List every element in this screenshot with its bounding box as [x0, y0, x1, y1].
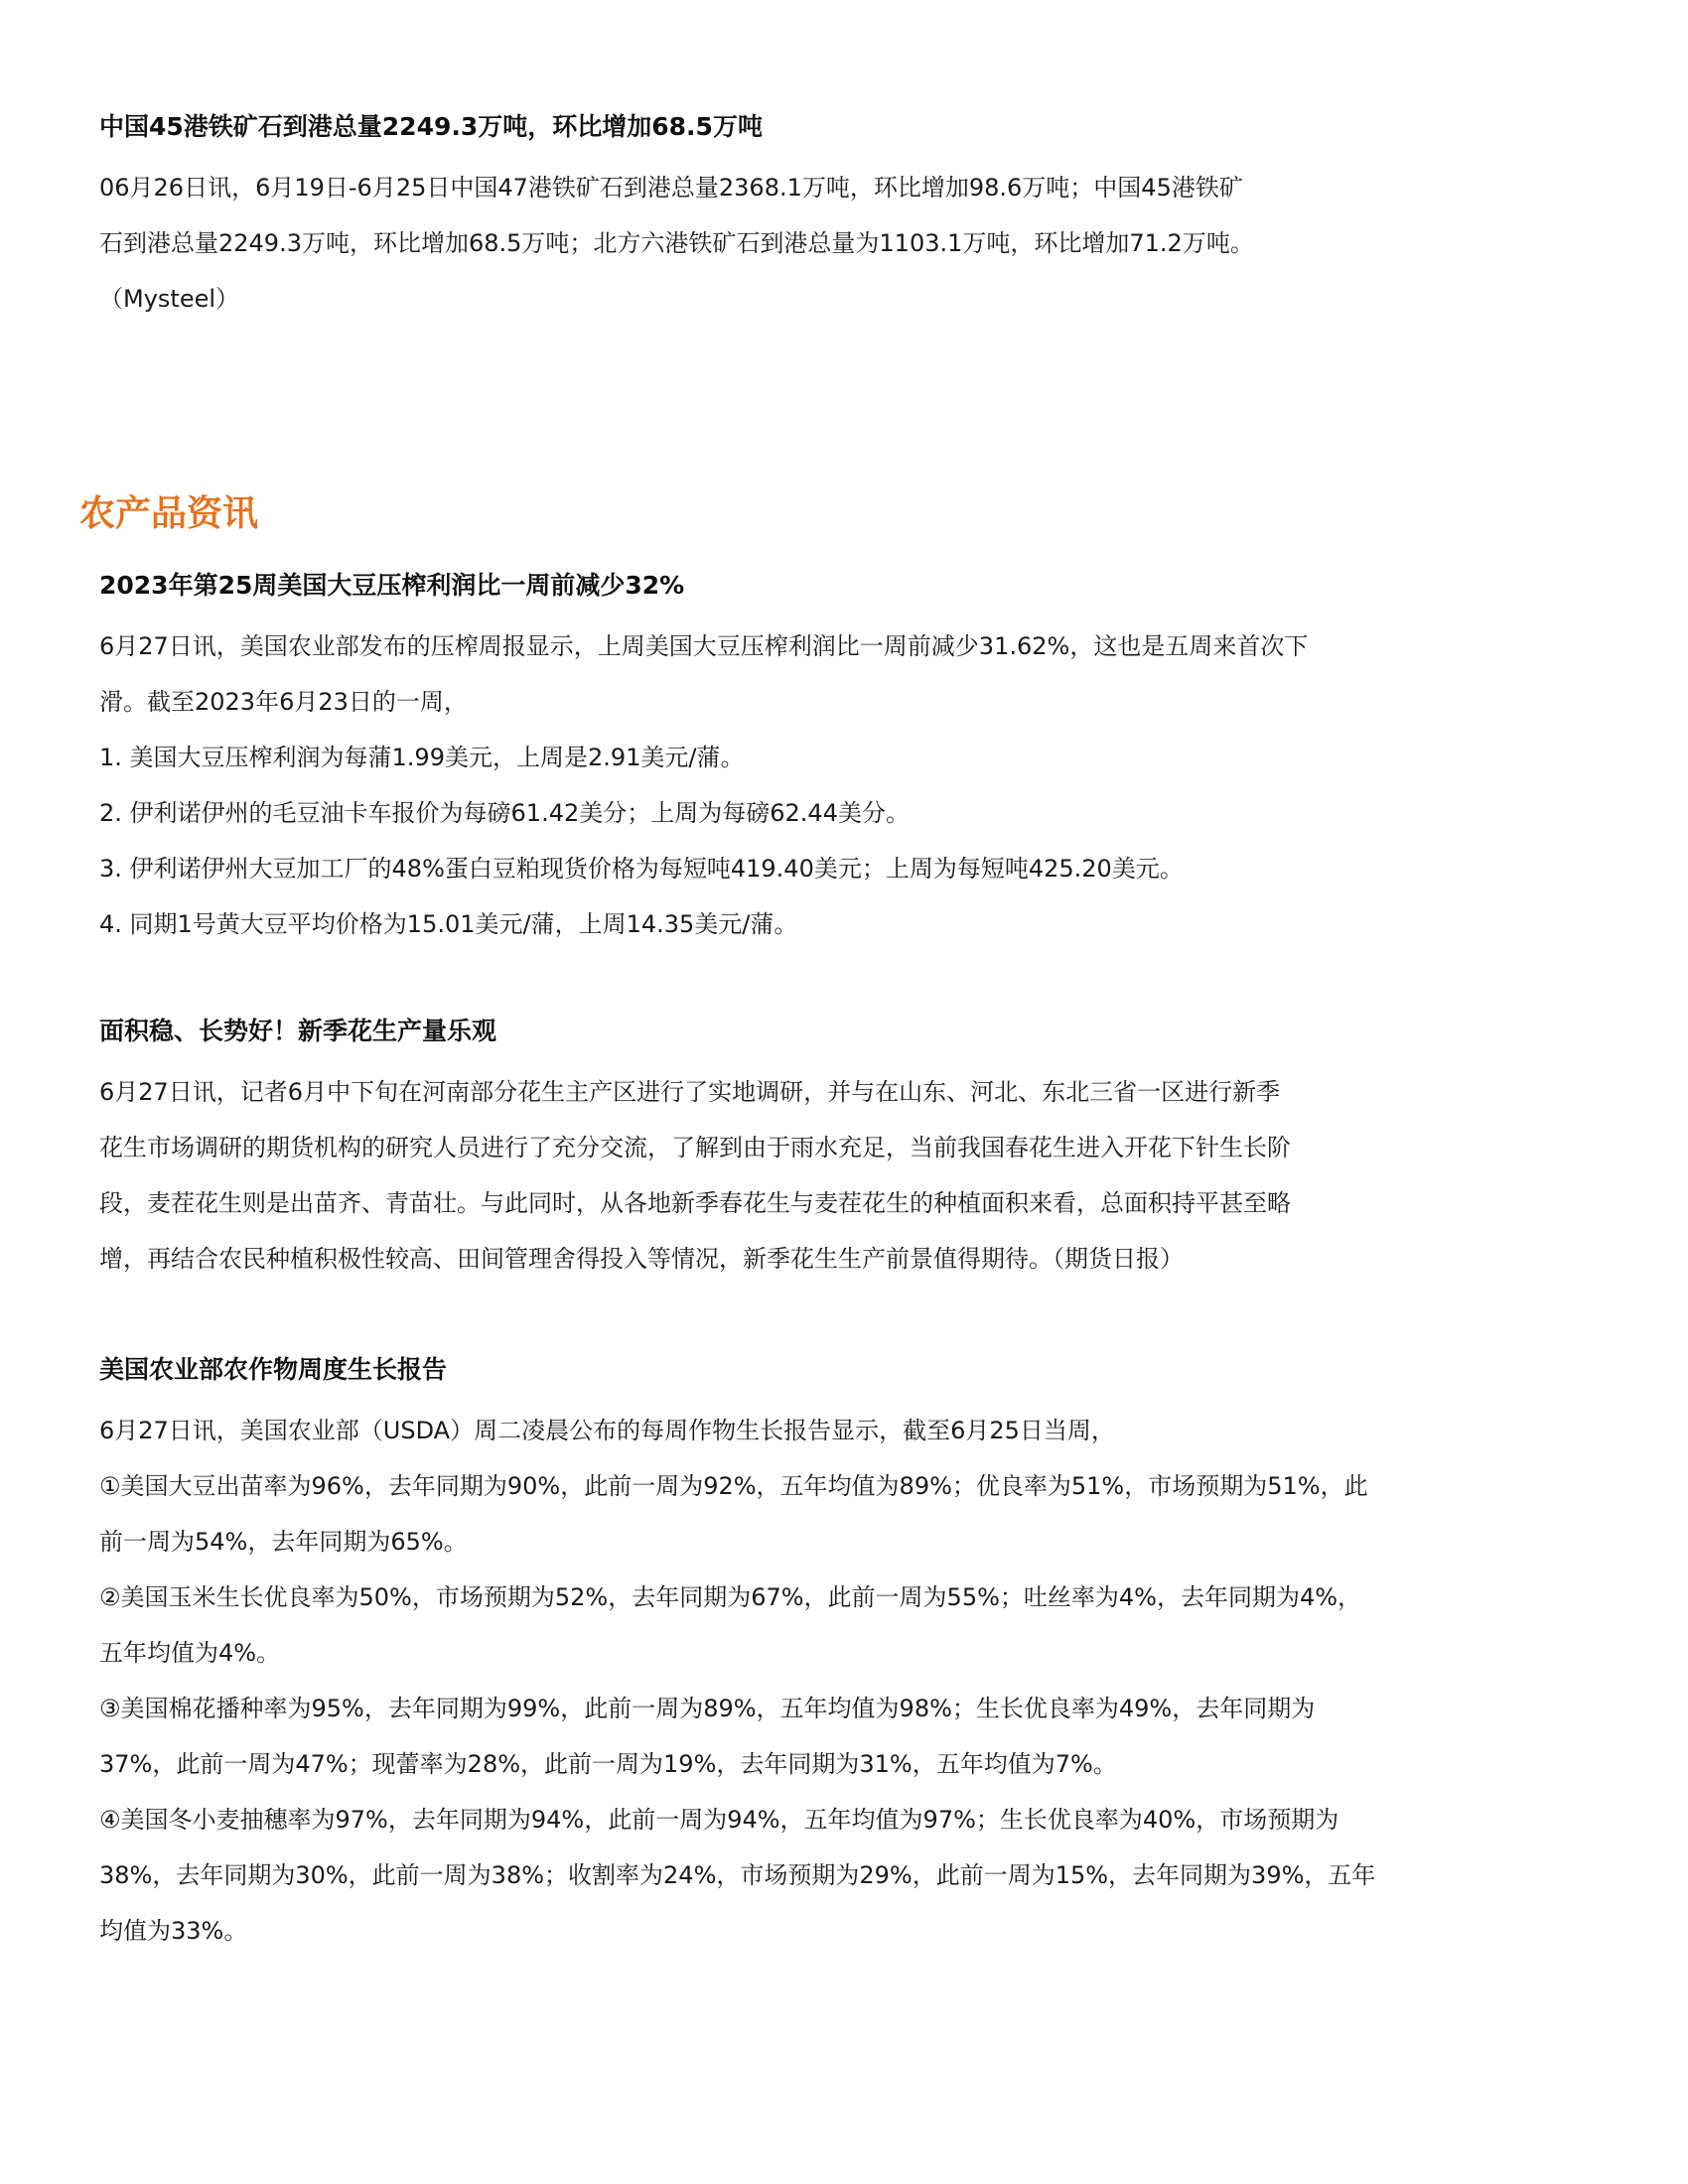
- soybean-item-4: 4. 同期1号黄大豆平均价格为15.01美元/蒲，上周14.35美元/蒲。: [99, 910, 798, 938]
- usda-headline: 美国农业部农作物周度生长报告: [99, 1355, 448, 1384]
- peanut-line-1: 6月27日讯，记者6月中下旬在河南部分花生主产区进行了实地调研，并与在山东、河北、东北三省一区进行新季: [99, 1078, 1281, 1106]
- peanut-line-3: 段，麦茬花生则是出苗齐、青苗壮。与此同时，从各地新季春花生与麦茬花生的种植面积来看，总面积持平甚至略: [99, 1189, 1291, 1217]
- soybean-headline: 2023年第25周美国大豆压榨利润比一周前减少32%: [99, 571, 685, 600]
- peanut-line-4: 增，再结合农民种植积极性较高、田间管理舍得投入等情况，新季花生生产前景值得期待。（期货日报）: [99, 1245, 1184, 1273]
- usda-line-6: ③美国棉花播种率为95%，去年同期为99%，此前一周为89%，五年均值为98%；生长优良率为49%，去年同期为: [99, 1695, 1316, 1722]
- usda-line-8: ④美国冬小麦抽穗率为97%，去年同期为94%，此前一周为94%，五年均值为97%；生长优良率为40%，市场预期为: [99, 1806, 1339, 1834]
- soybean-item-2: 2. 伊利诺伊州的毛豆油卡车报价为每磅61.42美分；上周为每磅62.44美分。: [99, 799, 910, 827]
- usda-line-2: ①美国大豆出苗率为96%，去年同期为90%，此前一周为92%，五年均值为89%；优良率为51%，市场预期为51%，此: [99, 1472, 1368, 1500]
- iron-ore-article: [99, 109, 1569, 319]
- usda-line-3: 前一周为54%，去年同期为65%。: [99, 1528, 468, 1556]
- soybean-line-1: 6月27日讯，美国农业部发布的压榨周报显示，上周美国大豆压榨利润比一周前减少31.62%，这也是五周来首次下: [99, 632, 1309, 660]
- section-title: 农产品资讯: [79, 493, 259, 534]
- peanut-article: [99, 1014, 1569, 1287]
- iron-ore-line-1: 06月26日讯，6月19日-6月25日中国47港铁矿石到港总量2368.1万吨，环比增加98.6万吨；中国45港铁矿: [99, 174, 1243, 202]
- usda-line-5: 五年均值为4%。: [99, 1639, 281, 1667]
- usda-article: [99, 1352, 1569, 1959]
- iron-ore-source: （Mysteel）: [99, 285, 240, 313]
- soybean-item-3: 3. 伊利诺伊州大豆加工厂的48%蛋白豆粕现货价格为每短吨419.40美元；上周为每短吨425.20美元。: [99, 855, 1184, 883]
- soybean-line-2: 滑。截至2023年6月23日的一周，: [99, 688, 468, 716]
- usda-line-9: 38%，去年同期为30%，此前一周为38%；收割率为24%，市场预期为29%，此前一周为15%，去年同期为39%，五年: [99, 1861, 1376, 1889]
- iron-ore-headline: 中国45港铁矿石到港总量2249.3万吨，环比增加68.5万吨: [99, 112, 763, 141]
- soybean-item-1: 1. 美国大豆压榨利润为每蒲1.99美元，上周是2.91美元/蒲。: [99, 744, 745, 771]
- usda-line-10: 均值为33%。: [99, 1917, 248, 1945]
- usda-line-1: 6月27日讯，美国农业部（USDA）周二凌晨公布的每周作物生长报告显示，截至6月25日当周，: [99, 1417, 1115, 1444]
- soybean-article: [99, 568, 1569, 952]
- peanut-line-2: 花生市场调研的期货机构的研究人员进行了充分交流，了解到由于雨水充足，当前我国春花生进入开花下针生长阶: [99, 1134, 1291, 1161]
- usda-line-4: ②美国玉米生长优良率为50%，市场预期为52%，去年同期为67%，此前一周为55%；吐丝率为4%，去年同期为4%，: [99, 1583, 1362, 1611]
- usda-line-7: 37%，此前一周为47%；现蕾率为28%，此前一周为19%，去年同期为31%，五年均值为7%。: [99, 1750, 1117, 1778]
- iron-ore-line-2: 石到港总量2249.3万吨，环比增加68.5万吨；北方六港铁矿石到港总量为1103.1万吨，环比增加71.2万吨。: [99, 229, 1254, 257]
- peanut-headline: 面积稳、长势好！新季花生产量乐观: [99, 1017, 497, 1045]
